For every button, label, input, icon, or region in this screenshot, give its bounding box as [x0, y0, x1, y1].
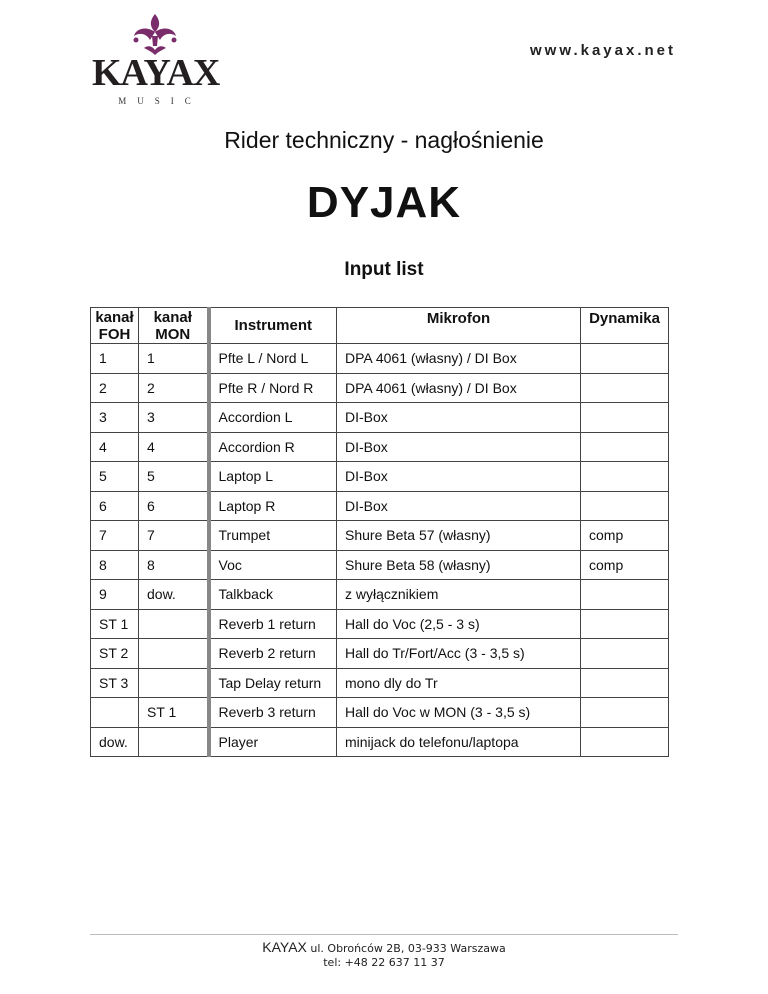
table-row — [91, 639, 669, 669]
cell-foh: ST 1 — [91, 609, 139, 639]
cell-dynamika — [581, 462, 669, 492]
footer-phone: tel: +48 22 637 11 37 — [323, 956, 445, 969]
cell-mikrofon: z wyłącznikiem — [337, 580, 581, 610]
cell-dynamika — [581, 698, 669, 728]
cell-foh: 9 — [91, 580, 139, 610]
cell-dynamika — [581, 609, 669, 639]
cell-mikrofon: mono dly do Tr — [337, 668, 581, 698]
cell-mikrofon: DPA 4061 (własny) / DI Box — [337, 373, 581, 403]
cell-instrument: Accordion R — [209, 432, 337, 462]
cell-foh: 5 — [91, 462, 139, 492]
cell-dynamika — [581, 639, 669, 669]
cell-foh: dow. — [91, 727, 139, 757]
table-row — [91, 373, 669, 403]
table-row — [91, 609, 669, 639]
cell-dynamika — [581, 491, 669, 521]
cell-mon: 7 — [139, 521, 209, 551]
table-row — [91, 344, 669, 374]
cell-dynamika — [581, 580, 669, 610]
cell-instrument: Pfte L / Nord L — [209, 344, 337, 374]
cell-foh: 3 — [91, 403, 139, 433]
cell-foh: 6 — [91, 491, 139, 521]
cell-mon — [139, 609, 209, 639]
kayax-logo — [92, 12, 220, 106]
cell-mon: 1 — [139, 344, 209, 374]
cell-instrument: Laptop R — [209, 491, 337, 521]
cell-instrument: Laptop L — [209, 462, 337, 492]
cell-mon: 4 — [139, 432, 209, 462]
cell-mikrofon: DI-Box — [337, 432, 581, 462]
footer — [0, 940, 768, 970]
cell-dynamika — [581, 668, 669, 698]
document-title: DYJAK — [306, 178, 462, 227]
table-row — [91, 727, 669, 757]
cell-mon — [139, 668, 209, 698]
table-row — [91, 462, 669, 492]
cell-instrument: Trumpet — [209, 521, 337, 551]
table-row — [91, 403, 669, 433]
table-row — [91, 491, 669, 521]
cell-instrument: Voc — [209, 550, 337, 580]
cell-mon — [139, 727, 209, 757]
cell-mikrofon: DI-Box — [337, 403, 581, 433]
cell-foh: 1 — [91, 344, 139, 374]
cell-foh: 8 — [91, 550, 139, 580]
document-subtitle: Rider techniczny - nagłośnienie — [224, 127, 544, 153]
cell-instrument: Reverb 3 return — [209, 698, 337, 728]
cell-foh: ST 3 — [91, 668, 139, 698]
logo-wordmark: KAYAX — [92, 52, 220, 94]
cell-mikrofon: minijack do telefonu/laptopa — [337, 727, 581, 757]
cell-mon: ST 1 — [139, 698, 209, 728]
cell-mon: dow. — [139, 580, 209, 610]
cell-foh: 4 — [91, 432, 139, 462]
cell-foh — [91, 698, 139, 728]
footer-brand: KAYAX — [262, 939, 307, 955]
footer-divider — [90, 934, 678, 935]
cell-mon: 2 — [139, 373, 209, 403]
cell-mon: 3 — [139, 403, 209, 433]
cell-dynamika — [581, 344, 669, 374]
logo-subtitle: MUSIC — [118, 96, 202, 106]
website-url[interactable]: www.kayax.net — [530, 42, 676, 59]
cell-foh: 7 — [91, 521, 139, 551]
cell-mikrofon: Hall do Voc w MON (3 - 3,5 s) — [337, 698, 581, 728]
cell-instrument: Player — [209, 727, 337, 757]
cell-instrument: Talkback — [209, 580, 337, 610]
cell-mikrofon: Hall do Voc (2,5 - 3 s) — [337, 609, 581, 639]
cell-mon: 5 — [139, 462, 209, 492]
cell-dynamika — [581, 373, 669, 403]
header-mikrofon: Mikrofon — [337, 308, 581, 344]
table-row — [91, 580, 669, 610]
cell-foh: 2 — [91, 373, 139, 403]
cell-instrument: Tap Delay return — [209, 668, 337, 698]
cell-mikrofon: DI-Box — [337, 462, 581, 492]
header-instrument: Instrument — [209, 308, 337, 344]
footer-address-line — [0, 940, 768, 956]
cell-dynamika: comp — [581, 521, 669, 551]
cell-mikrofon: DI-Box — [337, 491, 581, 521]
cell-mikrofon: DPA 4061 (własny) / DI Box — [337, 344, 581, 374]
header-foh: kanał FOH — [91, 308, 139, 344]
table-row — [91, 668, 669, 698]
table-row — [91, 521, 669, 551]
cell-mon: 6 — [139, 491, 209, 521]
cell-mikrofon: Shure Beta 57 (własny) — [337, 521, 581, 551]
cell-instrument: Reverb 2 return — [209, 639, 337, 669]
cell-dynamika: comp — [581, 550, 669, 580]
cell-mikrofon: Hall do Tr/Fort/Acc (3 - 3,5 s) — [337, 639, 581, 669]
header-dynamika: Dynamika — [581, 308, 669, 344]
cell-dynamika — [581, 727, 669, 757]
cell-mon — [139, 639, 209, 669]
table-row — [91, 550, 669, 580]
table-row — [91, 698, 669, 728]
header-mon: kanał MON — [139, 308, 209, 344]
footer-address: ul. Obrońców 2B, 03-933 Warszawa — [310, 942, 506, 955]
cell-instrument: Pfte R / Nord R — [209, 373, 337, 403]
fleur-ornament-icon — [130, 12, 180, 56]
cell-foh: ST 2 — [91, 639, 139, 669]
table-header-row — [91, 308, 669, 344]
cell-mon: 8 — [139, 550, 209, 580]
cell-instrument: Accordion L — [209, 403, 337, 433]
cell-mikrofon: Shure Beta 58 (własny) — [337, 550, 581, 580]
table-row — [91, 432, 669, 462]
cell-dynamika — [581, 432, 669, 462]
section-title: Input list — [344, 259, 424, 280]
cell-dynamika — [581, 403, 669, 433]
cell-instrument: Reverb 1 return — [209, 609, 337, 639]
input-list-table — [90, 307, 669, 757]
